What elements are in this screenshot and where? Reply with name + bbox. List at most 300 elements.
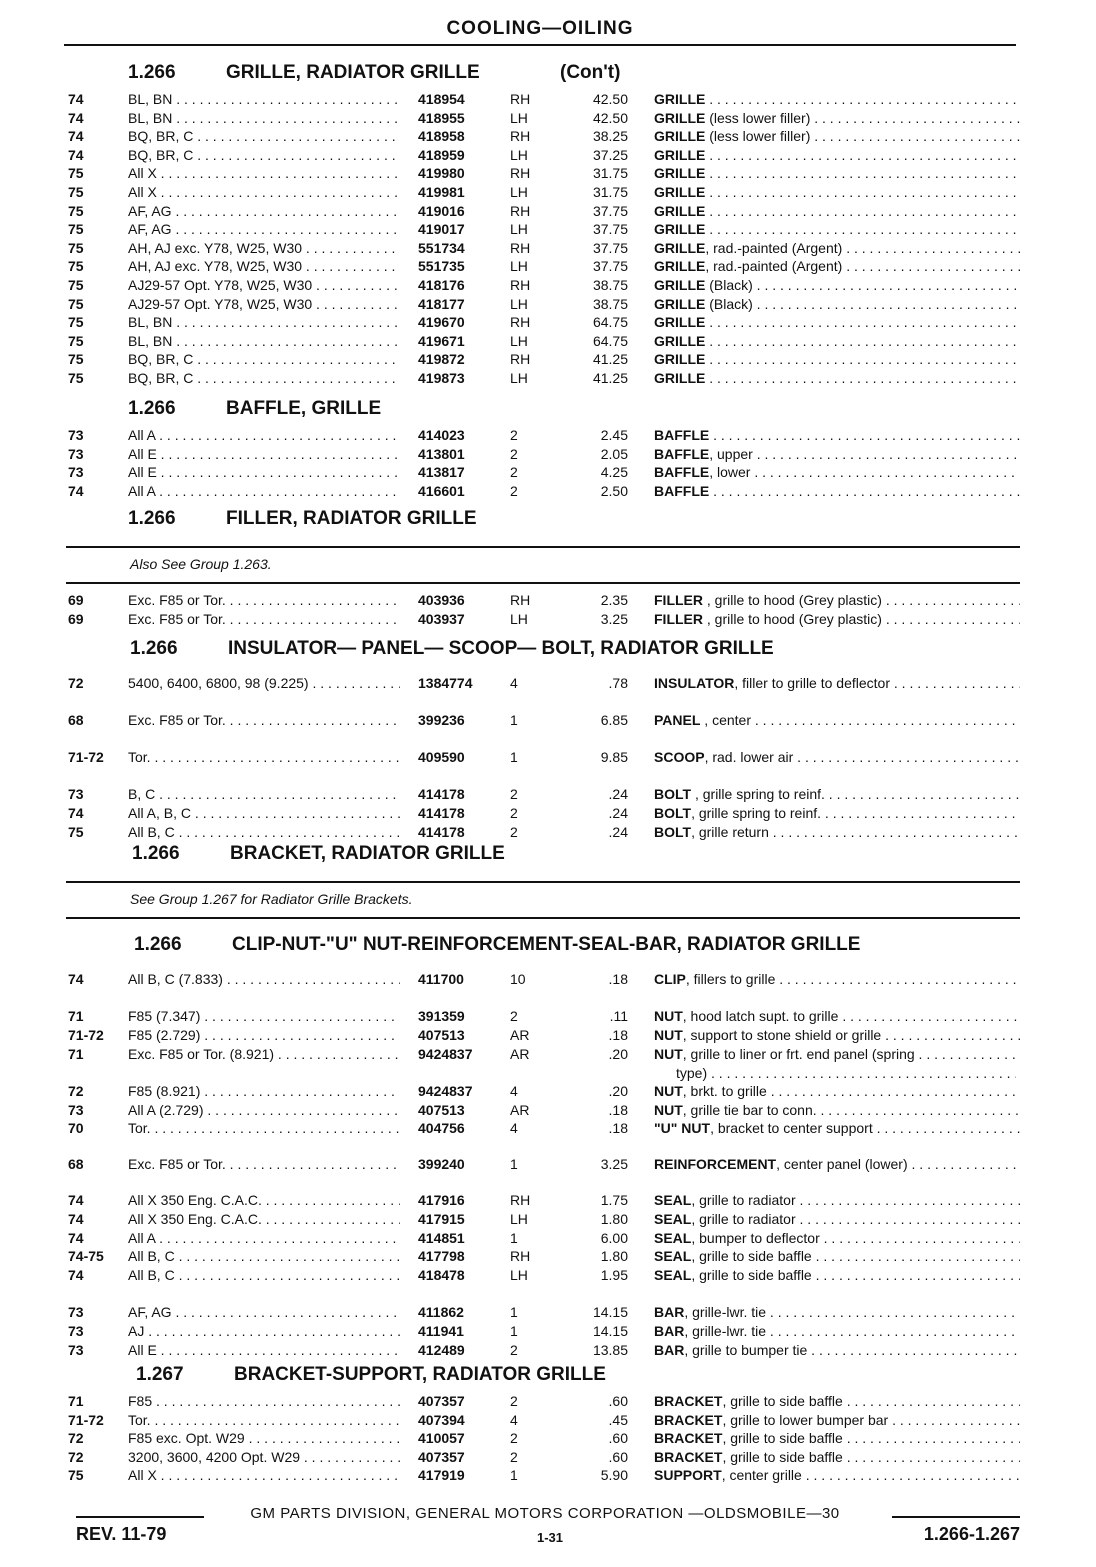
- table-row: [68, 1467, 1028, 1486]
- part-number: 413817: [418, 464, 465, 480]
- quantity: 1: [510, 1323, 518, 1339]
- part-number: 418958: [418, 128, 465, 144]
- part-number: 418478: [418, 1267, 465, 1283]
- section-note: Also See Group 1.263.: [130, 556, 272, 572]
- part-detail: , grille to side baffle: [691, 1267, 812, 1283]
- part-description: [654, 1230, 1020, 1246]
- section-title: INSULATOR— PANEL— SCOOP— BOLT, RADIATOR GRILLE: [228, 638, 774, 659]
- model-year: 68: [68, 712, 84, 728]
- table-row: [68, 1230, 1028, 1249]
- quantity: LH: [510, 258, 528, 274]
- part-detail: (less lower filler): [705, 110, 811, 126]
- part-detail: (Black): [705, 277, 753, 293]
- table-row: [68, 464, 1028, 483]
- part-number: 551734: [418, 240, 465, 256]
- price: 4.25: [600, 464, 628, 480]
- part-detail: , grille to side baffle: [691, 1248, 812, 1264]
- model-year: 74: [68, 1211, 84, 1227]
- section-number: 1.267: [136, 1364, 184, 1385]
- part-name: GRILLE: [654, 258, 706, 274]
- price: .24: [608, 824, 628, 840]
- section-title: BRACKET, RADIATOR GRILLE: [230, 843, 505, 864]
- part-detail: , fillers to grille: [685, 971, 776, 987]
- part-name: BRACKET: [654, 1449, 723, 1465]
- model-applicability: All A . . .: [128, 427, 400, 443]
- model-applicability: Exc. F85 or Tor. . . .: [128, 592, 400, 608]
- model-year: 71: [68, 1393, 84, 1409]
- model-applicability: AF, AG . . .: [128, 203, 400, 219]
- quantity: 2: [510, 1393, 518, 1409]
- part-number: 551735: [418, 258, 465, 274]
- model-year: 75: [68, 240, 84, 256]
- part-detail: , support to stone shield or grille: [682, 1027, 882, 1043]
- section-header: [136, 1364, 1036, 1388]
- price: 9.85: [600, 749, 628, 765]
- part-detail: , bumper to deflector: [691, 1230, 820, 1246]
- model-year: 73: [68, 446, 84, 462]
- part-name: BOLT: [654, 805, 692, 821]
- part-description: [654, 712, 1020, 728]
- price: 14.15: [592, 1323, 628, 1339]
- part-detail: , grille-lwr. tie: [684, 1304, 767, 1320]
- model-year: 73: [68, 1102, 84, 1118]
- model-year: 73: [68, 1342, 84, 1358]
- footer-group-range: 1.266-1.267: [923, 1524, 1020, 1544]
- part-number: 403937: [418, 611, 465, 627]
- table-row: [68, 1102, 1028, 1121]
- model-applicability: AJ29-57 Opt. Y78, W25, W30 . . .: [128, 296, 400, 312]
- table-row: [68, 351, 1028, 370]
- quantity: 2: [510, 1008, 518, 1024]
- part-detail: , rad.-painted (Argent): [705, 258, 843, 274]
- price: 5.90: [600, 1467, 628, 1483]
- part-name: SEAL: [654, 1230, 692, 1246]
- part-description: [654, 240, 1020, 256]
- part-detail: , grille spring to reinf.: [691, 805, 822, 821]
- part-detail: , grille to liner or frt. end panel (spring: [682, 1046, 915, 1062]
- quantity: 2: [510, 483, 518, 499]
- table-row: [68, 1304, 1028, 1323]
- part-number: 410057: [418, 1430, 465, 1446]
- table-row: [68, 427, 1028, 446]
- section-title: BAFFLE, GRILLE: [226, 398, 382, 419]
- part-description: [654, 1027, 1020, 1043]
- quantity: LH: [510, 184, 528, 200]
- table-row: [68, 786, 1028, 805]
- model-year: 75: [68, 1467, 84, 1483]
- part-name: BAR: [654, 1323, 685, 1339]
- model-applicability: BL, BN . . .: [128, 110, 400, 126]
- model-applicability: All B, C . . .: [128, 1248, 400, 1264]
- price: 2.50: [600, 483, 628, 499]
- part-description: [654, 1192, 1020, 1208]
- part-number: 409590: [418, 749, 465, 765]
- model-year: 75: [68, 296, 84, 312]
- quantity: 2: [510, 824, 518, 840]
- quantity: 1: [510, 712, 518, 728]
- quantity: LH: [510, 147, 528, 163]
- model-applicability: F85 (2.729) . . .: [128, 1027, 400, 1043]
- price: .11: [609, 1008, 628, 1024]
- model-year: 75: [68, 221, 84, 237]
- part-detail: (Black): [705, 296, 753, 312]
- table-row: [68, 1046, 1028, 1065]
- model-applicability: AJ29-57 Opt. Y78, W25, W30 . . .: [128, 277, 400, 293]
- table-row: [68, 147, 1028, 166]
- table-row: [68, 1065, 1028, 1084]
- part-number: 1384774: [418, 675, 473, 691]
- quantity: RH: [510, 1248, 531, 1264]
- part-description: [654, 971, 1020, 987]
- section-title: BRACKET-SUPPORT, RADIATOR GRILLE: [234, 1364, 606, 1385]
- part-description: [654, 427, 1020, 443]
- part-description: [654, 1323, 1020, 1339]
- price: 64.75: [592, 333, 628, 349]
- model-year: 74: [68, 1267, 84, 1283]
- model-applicability: BL, BN . . .: [128, 91, 400, 107]
- part-detail: , lower: [709, 464, 751, 480]
- page-title: COOLING—OILING: [446, 18, 634, 39]
- model-year: 74: [68, 110, 84, 126]
- section-number: 1.266: [128, 62, 176, 83]
- price: 38.75: [592, 296, 628, 312]
- model-applicability: All E . . .: [128, 446, 400, 462]
- model-year: 74: [68, 147, 84, 163]
- part-number: 419671: [418, 333, 465, 349]
- price: 3.25: [600, 611, 628, 627]
- model-year: 72: [68, 675, 84, 691]
- model-year: 75: [68, 370, 84, 386]
- part-description: [654, 805, 1020, 821]
- part-number: 399236: [418, 712, 465, 728]
- model-applicability: BL, BN . . .: [128, 314, 400, 330]
- part-number: 419872: [418, 351, 465, 367]
- table-row: [68, 240, 1028, 259]
- price: .60: [608, 1393, 628, 1409]
- part-detail: , rad. lower air: [704, 749, 794, 765]
- part-name: GRILLE: [654, 351, 706, 367]
- price: 42.50: [592, 110, 628, 126]
- part-name: NUT: [654, 1102, 683, 1118]
- part-number: 418176: [418, 277, 465, 293]
- part-description: [654, 258, 1020, 274]
- price: 38.75: [592, 277, 628, 293]
- price: .18: [608, 971, 628, 987]
- part-number: 416601: [418, 483, 465, 499]
- part-number: 412489: [418, 1342, 465, 1358]
- quantity: RH: [510, 314, 531, 330]
- part-number: 417919: [418, 1467, 465, 1483]
- part-number: 399240: [418, 1156, 465, 1172]
- quantity: 1: [510, 749, 518, 765]
- quantity: LH: [510, 1267, 528, 1283]
- quantity: LH: [510, 221, 528, 237]
- model-applicability: Exc. F85 or Tor. . . .: [128, 1156, 400, 1172]
- model-year: 71: [68, 1046, 84, 1062]
- part-number: 411862: [418, 1304, 464, 1320]
- quantity: RH: [510, 1192, 531, 1208]
- part-detail: , brkt. to grille: [682, 1083, 767, 1099]
- part-number: 403936: [418, 592, 465, 608]
- part-name: NUT: [654, 1008, 683, 1024]
- model-year: 74: [68, 1230, 84, 1246]
- model-year: 73: [68, 464, 84, 480]
- part-name: SEAL: [654, 1248, 692, 1264]
- section-number: 1.266: [132, 843, 180, 864]
- part-detail: , grille to bumper tie: [684, 1342, 808, 1358]
- table-row: [68, 1192, 1028, 1211]
- model-applicability: All X 350 Eng. C.A.C. . . .: [128, 1192, 400, 1208]
- part-description: [654, 1211, 1020, 1227]
- model-year: 74: [68, 483, 84, 499]
- model-year: 71-72: [68, 1412, 104, 1428]
- part-detail: , grille return: [691, 824, 769, 840]
- part-description: [654, 483, 1020, 499]
- part-number: 414178: [418, 824, 465, 840]
- part-number: 407357: [418, 1393, 465, 1409]
- model-applicability: All X . . .: [128, 1467, 400, 1483]
- part-description: [654, 824, 1020, 840]
- part-description: [654, 1412, 1020, 1428]
- part-detail: , upper: [709, 446, 753, 462]
- quantity: 2: [510, 805, 518, 821]
- part-number: 417915: [418, 1211, 465, 1227]
- part-name: CLIP: [654, 971, 686, 987]
- table-row: [68, 1430, 1028, 1449]
- price: 41.25: [592, 370, 628, 386]
- price: 31.75: [592, 165, 628, 181]
- footer-rule-right: [892, 1516, 1020, 1518]
- price: .60: [608, 1430, 628, 1446]
- price: 41.25: [592, 351, 628, 367]
- part-name: GRILLE: [654, 203, 706, 219]
- part-description: [654, 221, 1020, 237]
- part-description: [654, 786, 1020, 802]
- quantity: LH: [510, 370, 528, 386]
- part-name: GRILLE: [654, 165, 706, 181]
- model-applicability: All A . . .: [128, 1230, 400, 1246]
- part-description: [654, 1046, 1020, 1062]
- part-detail: , center: [700, 712, 752, 728]
- model-year: 73: [68, 1323, 84, 1339]
- price: 14.15: [592, 1304, 628, 1320]
- section-header: [128, 62, 1028, 86]
- table-row: [68, 483, 1028, 502]
- model-year: 75: [68, 333, 84, 349]
- model-applicability: Tor. . . .: [128, 1412, 400, 1428]
- part-description: [654, 1083, 1020, 1099]
- part-number: 414023: [418, 427, 465, 443]
- part-name: GRILLE: [654, 333, 706, 349]
- price: 3.25: [600, 1156, 628, 1172]
- price: .18: [608, 1027, 628, 1043]
- model-applicability: All B, C . . .: [128, 824, 400, 840]
- part-detail: , center panel (lower): [776, 1156, 908, 1172]
- table-row: [68, 1156, 1028, 1175]
- price: 42.50: [592, 91, 628, 107]
- part-name: FILLER: [654, 611, 703, 627]
- part-number: 413801: [418, 446, 465, 462]
- table-row: [68, 165, 1028, 184]
- table-row: [68, 1393, 1028, 1412]
- model-year: 75: [68, 314, 84, 330]
- part-number: 407513: [418, 1027, 465, 1043]
- model-year: 75: [68, 165, 84, 181]
- part-description: [654, 1467, 1020, 1483]
- part-number: 407513: [418, 1102, 465, 1118]
- part-name: GRILLE: [654, 277, 706, 293]
- part-description: [654, 370, 1020, 386]
- part-name: FILLER: [654, 592, 703, 608]
- part-name: NUT: [654, 1046, 683, 1062]
- part-name: GRILLE: [654, 296, 706, 312]
- part-description: [654, 147, 1020, 163]
- part-detail: , grille to hood (Grey plastic): [703, 611, 882, 627]
- model-year: 75: [68, 351, 84, 367]
- part-description: [654, 464, 1020, 480]
- price: 31.75: [592, 184, 628, 200]
- section-title: FILLER, RADIATOR GRILLE: [226, 508, 477, 529]
- part-detail: , bracket to center support: [710, 1120, 873, 1136]
- part-name: PANEL: [654, 712, 701, 728]
- model-year: 75: [68, 203, 84, 219]
- model-applicability: AH, AJ exc. Y78, W25, W30 . . .: [128, 258, 400, 274]
- model-year: 74-75: [68, 1248, 104, 1264]
- model-applicability: BQ, BR, C . . .: [128, 147, 400, 163]
- table-row: [68, 370, 1028, 389]
- price: .78: [608, 675, 628, 691]
- part-description: [654, 333, 1020, 349]
- part-detail: , grille to radiator: [691, 1211, 796, 1227]
- part-detail: , grille-lwr. tie: [684, 1323, 767, 1339]
- table-row: [68, 675, 1028, 694]
- price: 37.75: [592, 240, 628, 256]
- quantity: RH: [510, 351, 531, 367]
- price: .20: [608, 1083, 628, 1099]
- part-name: GRILLE: [654, 128, 706, 144]
- price: .24: [608, 786, 628, 802]
- price: .24: [608, 805, 628, 821]
- model-year: 74: [68, 91, 84, 107]
- model-applicability: All A . . .: [128, 483, 400, 499]
- table-row: [68, 805, 1028, 824]
- table-row: [68, 128, 1028, 147]
- quantity: 2: [510, 1342, 518, 1358]
- model-year: 75: [68, 184, 84, 200]
- part-name: REINFORCEMENT: [654, 1156, 777, 1172]
- model-year: 72: [68, 1083, 84, 1099]
- footer-division: GM PARTS DIVISION, GENERAL MOTORS CORPORATION —OLDSMOBILE—30: [250, 1505, 840, 1522]
- title-rule: [64, 44, 1016, 46]
- price: 1.80: [600, 1248, 628, 1264]
- part-number: 407394: [418, 1412, 465, 1428]
- part-name: NUT: [654, 1083, 683, 1099]
- table-row: [68, 296, 1028, 315]
- part-name: GRILLE: [654, 184, 706, 200]
- part-number: 9424837: [418, 1083, 473, 1099]
- part-name: SCOOP: [654, 749, 705, 765]
- part-number: 419016: [418, 203, 465, 219]
- part-name: GRILLE: [654, 370, 706, 386]
- part-number: 404756: [418, 1120, 465, 1136]
- price: 38.25: [592, 128, 628, 144]
- part-description: [654, 110, 1020, 126]
- price: .45: [608, 1412, 628, 1428]
- model-applicability: Exc. F85 or Tor. (8.921) . . .: [128, 1046, 400, 1062]
- section-header: [132, 843, 1032, 867]
- model-applicability: All X . . .: [128, 165, 400, 181]
- part-number: 414178: [418, 786, 465, 802]
- part-number: 407357: [418, 1449, 465, 1465]
- table-row: [68, 1027, 1028, 1046]
- part-description: [654, 1304, 1020, 1320]
- model-applicability: 5400, 6400, 6800, 98 (9.225) . . .: [128, 675, 400, 691]
- table-row: [68, 592, 1028, 611]
- quantity: LH: [510, 296, 528, 312]
- table-row: [68, 1008, 1028, 1027]
- part-name: BRACKET: [654, 1430, 723, 1446]
- part-detail: , rad.-painted (Argent): [705, 240, 843, 256]
- part-description: [654, 1120, 1020, 1136]
- model-applicability: Tor. . . .: [128, 749, 400, 765]
- quantity: 2: [510, 464, 518, 480]
- part-number: 417916: [418, 1192, 465, 1208]
- quantity: 2: [510, 786, 518, 802]
- quantity: RH: [510, 128, 531, 144]
- quantity: LH: [510, 611, 528, 627]
- part-name: GRILLE: [654, 221, 706, 237]
- part-number: 419670: [418, 314, 465, 330]
- part-description: [654, 165, 1020, 181]
- part-name: BAFFLE: [654, 427, 710, 443]
- model-applicability: B, C . . .: [128, 786, 400, 802]
- part-description: [654, 1430, 1020, 1446]
- model-applicability: BQ, BR, C . . .: [128, 351, 400, 367]
- price: 64.75: [592, 314, 628, 330]
- section-header: [134, 934, 1034, 958]
- quantity: LH: [510, 333, 528, 349]
- table-row: [68, 749, 1028, 768]
- model-applicability: AH, AJ exc. Y78, W25, W30 . . .: [128, 240, 400, 256]
- model-year: 74: [68, 1192, 84, 1208]
- part-number: 414851: [418, 1230, 465, 1246]
- part-name: BRACKET: [654, 1393, 723, 1409]
- model-applicability: All A, B, C . . .: [128, 805, 400, 821]
- table-row: [68, 277, 1028, 296]
- quantity: 4: [510, 1412, 518, 1428]
- table-row: [68, 110, 1028, 129]
- part-description: [654, 203, 1020, 219]
- part-detail: , filler to grille to deflector: [734, 675, 890, 691]
- table-row: [68, 1412, 1028, 1431]
- part-name: SUPPORT: [654, 1467, 722, 1483]
- section-rule: [66, 546, 1020, 548]
- part-detail: , hood latch supt. to grille: [682, 1008, 839, 1024]
- part-number: 418177: [418, 296, 465, 312]
- part-number: 419980: [418, 165, 465, 181]
- model-year: 74: [68, 128, 84, 144]
- section-number: 1.266: [134, 934, 182, 955]
- model-applicability: F85 exc. Opt. W29 . . .: [128, 1430, 400, 1446]
- model-year: 74: [68, 805, 84, 821]
- part-description: [654, 1393, 1020, 1409]
- model-applicability: F85 . . .: [128, 1393, 400, 1409]
- price: 2.05: [600, 446, 628, 462]
- part-name: GRILLE: [654, 110, 706, 126]
- part-description: [654, 592, 1020, 608]
- footer-rule-left: [76, 1516, 204, 1518]
- model-year: 72: [68, 1430, 84, 1446]
